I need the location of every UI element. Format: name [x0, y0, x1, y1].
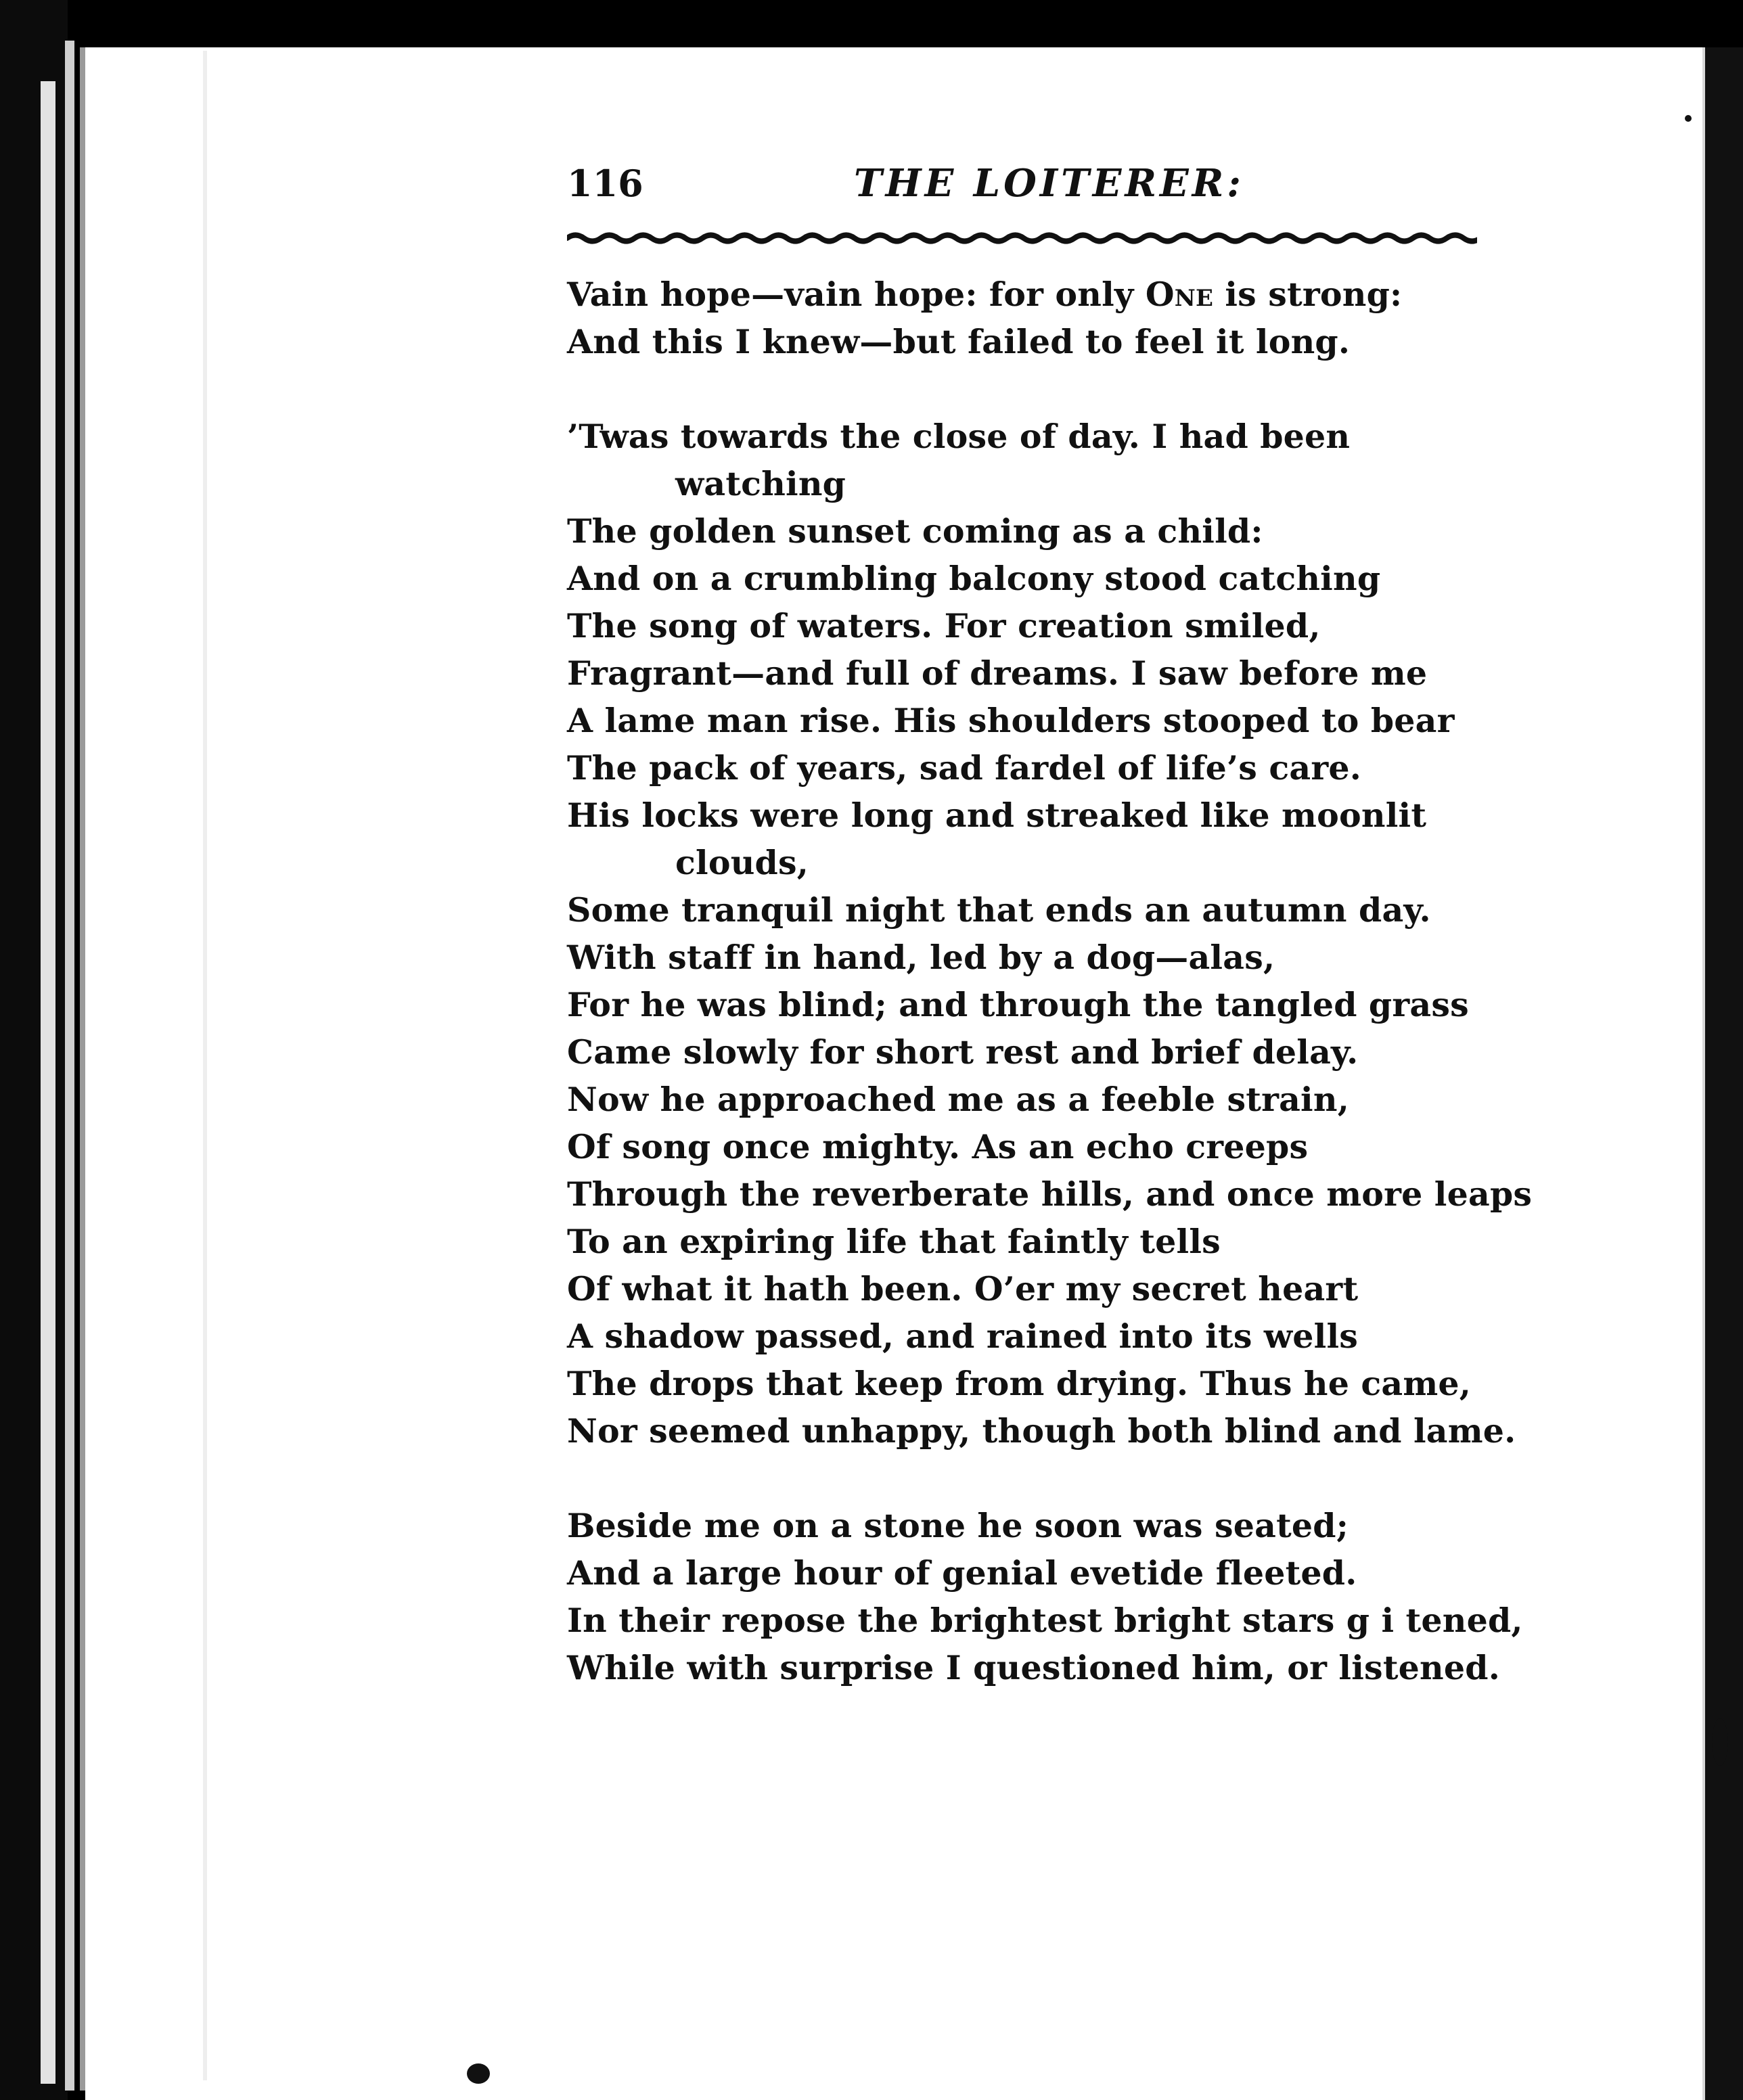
poem-line: And a large hour of genial evetide fleeted.	[567, 1553, 1357, 1593]
running-title: THE LOITERER:	[854, 161, 1244, 206]
poem-line: clouds,	[675, 843, 809, 882]
stanza	[567, 413, 1533, 1455]
running-head	[567, 153, 1487, 214]
page-edge-strip	[80, 47, 85, 2091]
poem-line: Of what it hath been. O’er my secret heart	[567, 1269, 1359, 1308]
poem-line: watching	[675, 464, 846, 503]
ink-speck	[1712, 1718, 1728, 1766]
facing-page-edge	[1705, 47, 1743, 2100]
poem-line: Came slowly for short rest and brief delay.	[567, 1032, 1359, 1072]
ink-speck	[1685, 115, 1692, 122]
poem-line: Beside me on a stone he soon was seated;	[567, 1506, 1349, 1545]
poem-line: The drops that keep from drying. Thus he came,	[567, 1364, 1472, 1403]
poem-line: To an expiring life that faintly tells	[567, 1222, 1221, 1261]
poem-line: The pack of years, sad fardel of life’s care.	[567, 748, 1361, 788]
book-binding-edge	[0, 0, 68, 2100]
small-caps-word: One	[1145, 275, 1214, 314]
poem-line: Of song once mighty. As an echo creeps	[567, 1127, 1309, 1166]
page-edge-strip	[65, 41, 74, 2091]
poem-line-text: Vain hope—vain hope: for only	[567, 275, 1146, 314]
poem-line: ’Twas towards the close of day. I had been	[567, 417, 1351, 456]
poem-line: Now he approached me as a feeble strain,	[567, 1080, 1349, 1119]
poem-line: While with surprise I questioned him, or listened.	[567, 1648, 1500, 1687]
poem-line: A shadow passed, and rained into its wells	[567, 1317, 1359, 1356]
poem-line: The song of waters. For creation smiled,	[567, 606, 1321, 645]
poem-line: The golden sunset coming as a child:	[567, 511, 1263, 551]
poem-line: Fragrant—and full of dreams. I saw before me	[567, 654, 1428, 693]
stanza	[567, 1502, 1528, 1691]
poem-line: His locks were long and streaked like moonlit	[567, 796, 1427, 835]
poem-line: Nor seemed unhappy, though both blind and lame.	[567, 1411, 1516, 1451]
poem-line: Through the reverberate hills, and once more leaps	[567, 1174, 1533, 1214]
stanza-break	[567, 1455, 1528, 1502]
poem-line: And this I knew—but failed to feel it long.	[567, 322, 1351, 361]
poem-line: With staff in hand, led by a dog—alas,	[567, 938, 1275, 977]
poem-line: A lame man rise. His shoulders stooped to bear	[567, 701, 1455, 740]
poem-line: In their repose the brightest bright stars g i tened,	[567, 1601, 1523, 1640]
poem-line-text: is strong:	[1213, 275, 1403, 314]
poem-line: And on a crumbling balcony stood catching	[567, 559, 1381, 598]
poem-line: For he was blind; and through the tangled grass	[567, 985, 1469, 1024]
poem-line: Some tranquil night that ends an autumn day.	[567, 890, 1431, 930]
page-number: 116	[567, 162, 643, 205]
stanza	[567, 271, 1528, 365]
ink-speck	[467, 2063, 490, 2084]
poem-body	[567, 271, 1533, 1691]
wavy-ornament-rule	[567, 226, 1477, 250]
poem-line	[567, 271, 1528, 318]
page-edge-strip	[41, 81, 55, 2084]
gutter-shadow	[203, 51, 207, 2080]
stanza-break	[567, 365, 1528, 413]
